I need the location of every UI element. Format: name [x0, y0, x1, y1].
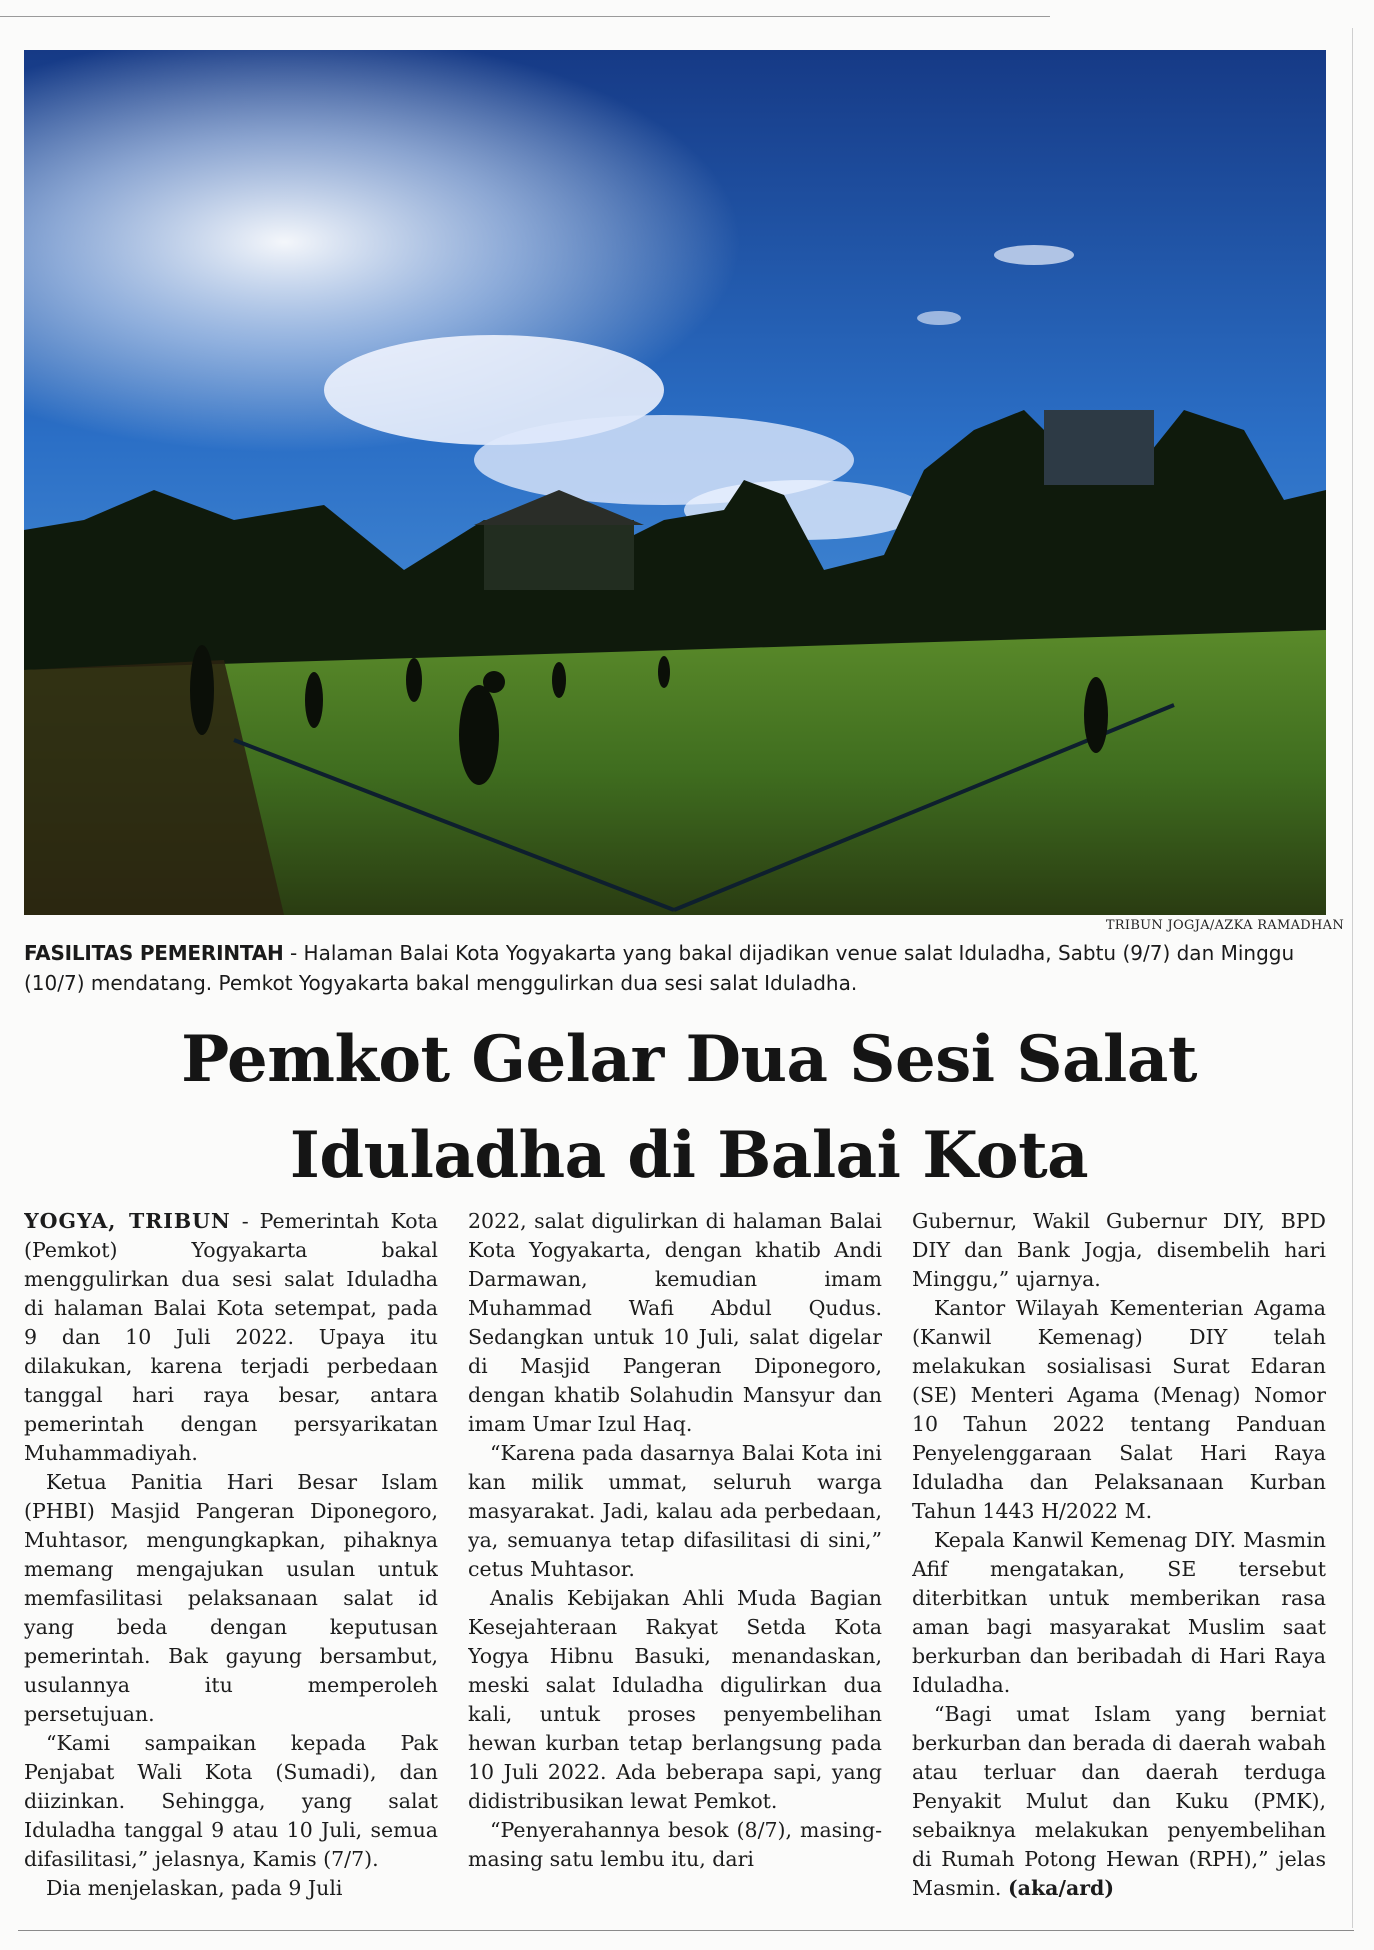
paragraph: [24, 1207, 438, 1468]
paragraph: [912, 1700, 1326, 1903]
article-column-1: [24, 1207, 438, 1907]
article-photo: [24, 50, 1326, 915]
paragraph-text: - Pemerintah Kota (Pemkot) Yogyakarta bakal menggulirkan dua sesi salat Iduladha di halaman Balai Kota setempat, pada 9 dan 10 Juli 2022. Upaya itu dilakukan, karena terjadi perbedaan tanggal hari raya besar, antara pemerintah dengan persyarikatan Muhammadiyah.: [24, 1209, 438, 1465]
headline-line-1: Pemkot Gelar Dua Sesi Salat: [181, 1022, 1197, 1097]
article-column-3: [912, 1207, 1326, 1907]
paragraph: Dia menjelaskan, pada 9 Juli: [46, 1876, 343, 1900]
paragraph: “Karena pada dasarnya Balai Kota ini kan milik ummat, seluruh warga masyarakat. Jadi, kalau ada perbedaan, ya, semuanya tetap difasilitasi di sini,” cetus Muhtasor.: [468, 1441, 882, 1581]
paragraph: Kepala Kanwil Kemenag DIY. Masmin Afif mengatakan, SE tersebut diterbitkan untuk memberikan rasa aman bagi masyarakat Muslim saat berkurban dan beribadah di Hari Raya Iduladha.: [912, 1528, 1326, 1697]
paragraph: “Kami sampaikan kepada Pak Penjabat Wali Kota (Sumadi), dan diizinkan. Sehingga, yang salat Iduladha tanggal 9 atau 10 Juli, semua difasilitasi,” jelasnya, Kamis (7/7).: [24, 1731, 438, 1871]
dateline: YOGYA, TRIBUN: [24, 1209, 231, 1233]
author-signature: (aka/ard): [1007, 1876, 1115, 1900]
right-rule: [1352, 28, 1353, 1928]
article-column-2: [468, 1207, 882, 1907]
photo-caption: [24, 938, 1324, 998]
caption-text: - Halaman Balai Kota Yogyakarta yang bakal dijadikan venue salat Iduladha, Sabtu (9/7) dan Minggu (10/7) mendatang. Pemkot Yogyakarta bakal menggulirkan dua sesi salat Iduladha.: [24, 941, 1295, 995]
bottom-rule: [18, 1930, 1354, 1931]
paragraph: “Penyerahannya besok (8/7), masing-masing satu lembu itu, dari: [468, 1818, 882, 1871]
paragraph: Gubernur, Wakil Gubernur DIY, BPD DIY dan Bank Jogja, disembelih hari Minggu,” ujarnya.: [912, 1209, 1326, 1291]
top-rule: [0, 16, 1050, 17]
paragraph: Kantor Wilayah Kementerian Agama (Kanwil Kemenag) DIY telah melakukan sosialisasi Surat Edaran (SE) Menteri Agama (Menag) Nomor 10 Tahun 2022 tentang Panduan Penyelenggaraan Salat Hari Raya Iduladha dan Pelaksanaan Kurban Tahun 1443 H/2022 M.: [912, 1296, 1326, 1523]
photo-credit: TRIBUN JOGJA/AZKA RAMADHAN: [1105, 918, 1344, 933]
headline: [24, 1012, 1354, 1204]
paragraph: 2022, salat digulirkan di halaman Balai Kota Yogyakarta, dengan khatib Andi Darmawan, kemudian imam Muhammad Wafi Abdul Qudus. Sedangkan untuk 10 Juli, salat digelar di Masjid Pangeran Diponegoro, dengan khatib Solahudin Mansyur dan imam Umar Izul Haq.: [468, 1209, 882, 1436]
headline-line-2: Iduladha di Balai Kota: [289, 1118, 1089, 1193]
paragraph-text: “Bagi umat Islam yang berniat berkurban dan berada di daerah wabah atau terluar dan daerah terduga Penyakit Mulut dan Kuku (PMK), sebaiknya melakukan penyembelihan di Rumah Potong Hewan (RPH),” jelas Masmin.: [912, 1702, 1326, 1900]
field-photo-illustration: [24, 50, 1326, 915]
article-body: [24, 1207, 1326, 1907]
caption-label: FASILITAS PEMERINTAH: [24, 941, 284, 965]
paragraph: Ketua Panitia Hari Besar Islam (PHBI) Masjid Pangeran Diponegoro, Muhtasor, mengungkapkan, pihaknya memang mengajukan usulan untuk memfasilitasi pelaksanaan salat id yang beda dengan keputusan pemerintah. Bak gayung bersambut, usulannya itu memperoleh persetujuan.: [24, 1470, 438, 1726]
paragraph: Analis Kebijakan Ahli Muda Bagian Kesejahteraan Rakyat Setda Kota Yogya Hibnu Basuki, menandaskan, meski salat Iduladha digulirkan dua kali, untuk proses penyembelihan hewan kurban tetap berlangsung pada 10 Juli 2022. Ada beberapa sapi, yang didistribusikan lewat Pemkot.: [468, 1586, 882, 1813]
